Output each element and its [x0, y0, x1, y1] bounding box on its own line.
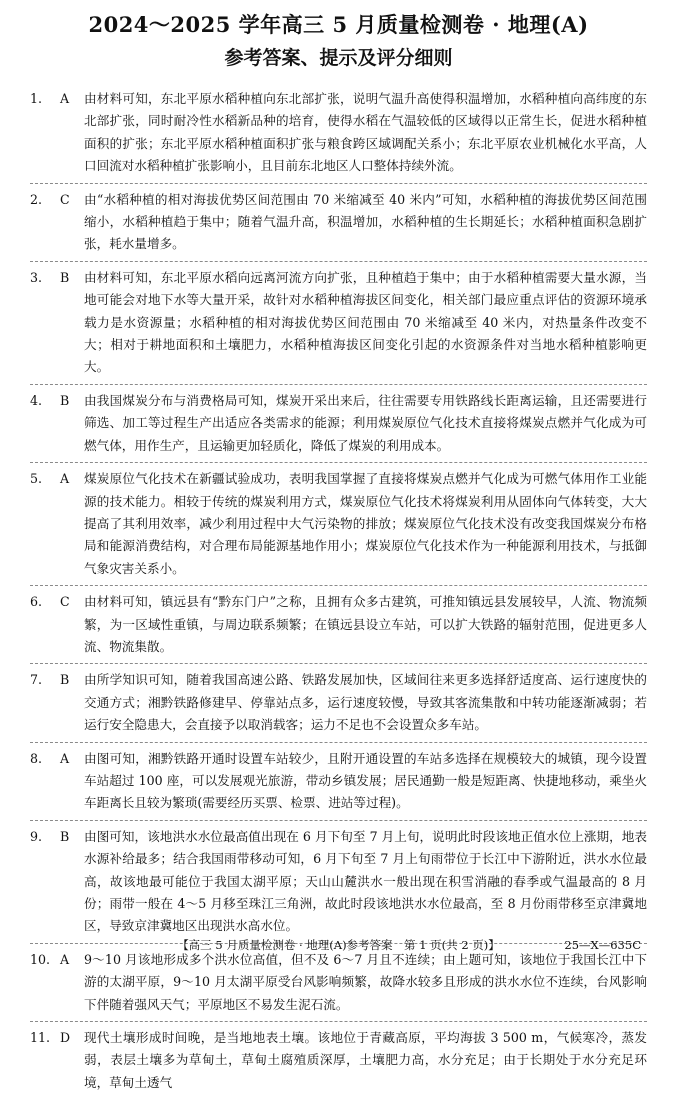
answer-key: A	[60, 951, 70, 967]
answer-number: 11.	[30, 1030, 51, 1046]
answer-number: 8.	[30, 750, 43, 766]
answer-item	[30, 384, 647, 457]
answer-key: A	[60, 471, 70, 487]
answer-item	[30, 585, 647, 658]
answer-key: B	[60, 392, 70, 408]
page-footer	[0, 934, 677, 956]
answer-number: 7.	[30, 672, 43, 688]
answer-explanation: 9～10 月该地形成多个洪水位高值，但不及 6～7 月且不连续；由上题可知，该地位于我国长江中下游的太湖平原，9～10 月太湖平原受台风影响频繁，故降水较多且形成的洪水水位不连续，台风影响下伴随着强风天气；平原地区不易发生泥石流。	[84, 951, 647, 1012]
page-subtitle: 参考答案、提示及评分细则	[224, 47, 453, 69]
answer-item	[30, 742, 647, 815]
answer-explanation: 现代土壤形成时间晚，是当地地表土壤。该地位于青藏高原，平均海拔 3 500 m，气候寒冷，蒸发弱，表层土壤多为草甸土，草甸土腐殖质深厚，土壤肥力高，水分充足；由于长期处于水分充足环境，草甸土透气	[84, 1030, 647, 1090]
answer-item	[30, 261, 647, 379]
answer-number: 5.	[30, 471, 43, 487]
answer-explanation: 由我国煤炭分布与消费格局可知，煤炭开采出来后，往往需要专用铁路线长距离运输，且还需要进行筛选、加工等过程生产出适应各类需求的能源；利用煤炭原位气化技术直接将煤炭点燃并气化成为可燃气体，用作生产，且运输更加轻质化，降低了煤炭的利用成本。	[84, 392, 647, 453]
footer-paper-code: 25—X—635C	[564, 938, 641, 952]
answer-explanation: 煤炭原位气化技术在新疆试验成功，表明我国掌握了直接将煤炭点燃并气化成为可燃气体用作工业能源的技术能力。相较于传统的煤炭利用方式，煤炭原位气化技术将煤炭利用从固体向气体转变，大大提高了其利用效率，减少利用过程中大气污染物的排放；煤炭原位气化技术没有改变我国煤炭分布格局和能源消费结构，对合理布局能源基地作用小；煤炭原位气化技术作为一种能源利用技术，与抵御气象灾害关系小。	[84, 471, 647, 576]
answer-number: 4.	[30, 392, 43, 408]
answer-key: B	[60, 672, 70, 688]
answer-item	[30, 88, 647, 178]
answer-explanation: 由所学知识可知，随着我国高速公路、铁路发展加快，区域间往来更多选择舒适度高、运行速度快的交通方式；湘黔铁路修建早、停靠站点多，运行速度较慢，导致其客流集散和中转功能逐渐减弱；若运行安全隐患大，会直接予以取消载客；运力不足也不会设置众多车站。	[84, 672, 647, 733]
answer-key: C	[60, 594, 70, 610]
answer-key: C	[60, 191, 70, 207]
answer-number: 3.	[30, 269, 43, 285]
answer-key: B	[60, 828, 70, 844]
answer-number: 10.	[30, 951, 51, 967]
answer-key: A	[60, 91, 70, 106]
answer-number: 1.	[30, 91, 43, 106]
answer-key: A	[60, 750, 70, 766]
answer-item	[30, 663, 647, 736]
answer-number: 9.	[30, 828, 43, 844]
answer-item	[30, 183, 647, 256]
answer-explanation: 由图可知，湘黔铁路开通时设置车站较少，且附开通设置的车站多选择在规模较大的城镇，现今设置车站超过 100 座，可以发展观光旅游，带动乡镇发展；居民通勤一般是短距离、快捷地移动，乘坐火车距离长且较为繁琐(需要经历买票、检票、进站等过程)。	[84, 750, 647, 811]
answer-item	[30, 820, 647, 938]
page-title: 2024～2025 学年高三 5 月质量检测卷 · 地理(A)	[88, 12, 589, 37]
answer-item	[30, 462, 647, 580]
answer-key: B	[60, 269, 70, 285]
answer-explanation: 由“水稻种植的相对海拔优势区间范围由 70 米缩减至 40 米内”可知，水稻种植的海拔优势区间范围缩小，水稻种植趋于集中；随着气温升高，积温增加，水稻种植的生长期延长；水稻种植面积急剧扩张，耗水量增多。	[84, 191, 647, 252]
answer-number: 6.	[30, 594, 43, 610]
answer-item	[30, 1021, 647, 1094]
answer-number: 2.	[30, 191, 43, 207]
answer-key: D	[60, 1030, 71, 1046]
answer-explanation: 由材料可知，东北平原水稻向远离河流方向扩张，且种植趋于集中；由于水稻种植需要大量水源，当地可能会对地下水等大量开采，故针对水稻种植海拔区间变化，相关部门最应重点评估的资源环境承载力是水资源量；水稻种植的相对海拔优势区间范围由 70 米缩减至 40 米内，对热量条件改变不大；相对于耕地面积和土壤肥力，水稻种植海拔区间变化引起的水资源条件对当地水稻种植影响更大。	[84, 269, 647, 375]
answer-explanation: 由图可知，该地洪水水位最高值出现在 6 月下旬至 7 月上旬，说明此时段该地正值水位上涨期，地表水源补给最多；结合我国雨带移动可知，6 月下旬至 7 月上旬雨带位于长江中下游附近，洪水水位最高，故该地最可能位于我国太湖平原；天山山麓洪水一般出现在积雪消融的春季或气温最高的 8 月份；雨带一般在 4～5 月移至珠江三角洲，故此时段该地洪水水位最高，至 8 月份雨带移至京津冀地区，导致京津冀地区出现洪水高水位。	[84, 828, 647, 934]
answer-explanation: 由材料可知，镇远县有“黔东门户”之称，且拥有众多古建筑，可推知镇远县发展较早，人流、物流频繁，为一区域性重镇，与周边联系频繁；在镇远县设立车站，可以扩大铁路的辐射范围，促进更多人流、物流集散。	[84, 594, 647, 654]
footer-page-info: 【高三 5 月质量检测卷 · 地理(A)参考答案 第 1 页(共 2 页)】	[177, 938, 500, 952]
answer-explanation: 由材料可知，东北平原水稻种植向东北部扩张，说明气温升高使得积温增加，水稻种植向高纬度的东北部扩张，同时耐冷性水稻新品种的培育，使得水稻在气温较低的区域得以正常生长，促进水稻种植面积的扩张；东北平原水稻种植面积扩张与粮食跨区域调配关系小；东北平原农业机械化水平高，人口回流对水稻种植扩张影响小，且目前东北地区人口整体持续外流。	[84, 91, 647, 174]
